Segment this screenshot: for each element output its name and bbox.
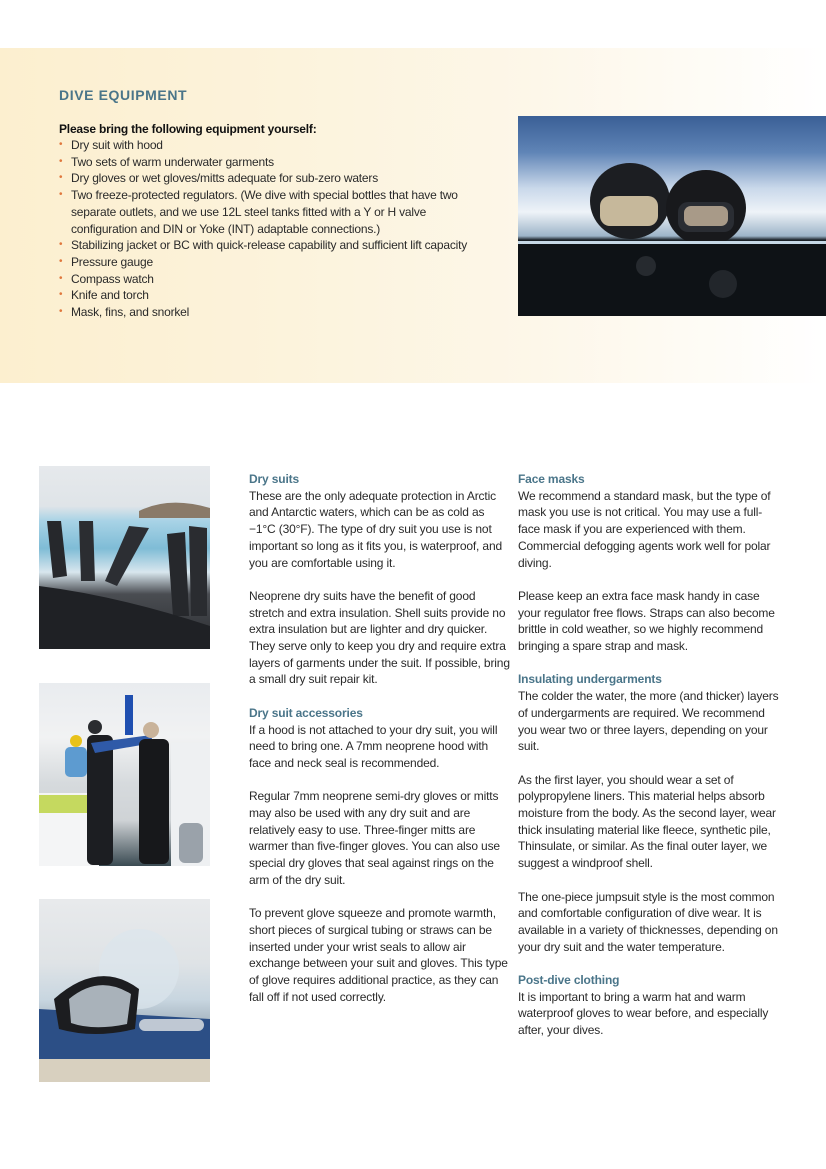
list-item: • Dry suit with hood: [59, 138, 163, 152]
heading-post-dive-clothing: Post-dive clothing: [518, 973, 620, 988]
equipment-list: [59, 137, 509, 321]
paragraph: It is important to bring a warm hat and warm waterproof gloves to wear before, and especially after, your dives.: [518, 989, 769, 1038]
list-item: • Two sets of warm underwater garments: [59, 154, 274, 169]
hero-photo-divers: [518, 116, 826, 316]
list-item: • Knife and torch: [59, 288, 149, 303]
bullet-icon: •: [59, 189, 63, 201]
equipment-intro: Please bring the following equipment yourself:: [59, 122, 317, 136]
heading-dry-suits: Dry suits: [249, 472, 300, 486]
mask-illustration-icon: [39, 899, 210, 1082]
photo-fins-boat: [39, 466, 210, 649]
paragraph: If a hood is not attached to your dry suit, you will need to bring one. A 7mm neoprene hood with face and neck seal is recommended.: [249, 722, 498, 770]
section-title: DIVE EQUIPMENT: [59, 87, 188, 103]
bullet-icon: •: [59, 172, 63, 184]
column-dry-suits: [249, 471, 511, 1022]
paragraph: These are the only adequate protection in Arctic and Antarctic waters, which can be as cold as −1°C (30°F). The type of dry suit you use is not important so long as it fits you, is waterproof, and you are comfortable using it.: [249, 488, 502, 570]
paragraph: The one-piece jumpsuit style is the most common and comfortable configuration of dive wear. It is available in a variety of thicknesses, depending on your dry suit and the water temperature.: [518, 889, 778, 954]
bullet-icon: •: [59, 155, 63, 167]
photo-divers-suiting-up: [39, 683, 210, 866]
paragraph: Neoprene dry suits have the benefit of good stretch and extra insulation. Shell suits provide no extra insulation but are lighter and dry quicker. They serve only to keep you dry and require extra layers of garments under the suit. If possible, bring a small dry suit repair kit.: [249, 588, 510, 687]
heading-insulating-undergarments: Insulating undergarments: [518, 672, 662, 687]
paragraph: To prevent glove squeeze and promote warmth, short pieces of surgical tubing or straws can be inserted under your wrist seals to allow air exchange between your suit and gloves. This type of glove requires additional practice, as they can fall off if not used correctly.: [249, 906, 508, 1004]
bullet-icon: •: [59, 289, 63, 301]
divers-illustration-icon: [518, 116, 826, 316]
bullet-icon: •: [59, 306, 63, 318]
column-face-masks: [518, 471, 780, 1056]
paragraph: As the first layer, you should wear a set of polypropylene liners. This material helps absorb moisture from the body. As the second layer, wear thick insulating material like fleece, synthetic pile, Thinsulate, or similar. As the final outer layer, we suggest a windproof shell.: [518, 772, 776, 871]
list-item: • Compass watch: [59, 271, 154, 286]
list-item: • Stabilizing jacket or BC with quick-release capability and sufficient lift capacity: [59, 238, 468, 253]
bullet-icon: •: [59, 272, 63, 284]
list-item: • Two freeze-protected regulators. (We dive with special bottles that have two separate outlets, and we use 12L steel tanks fitted with a Y or H valve configuration and DIN or Yoke (INT) adaptable connections.): [59, 188, 458, 236]
heading-dry-suit-accessories: Dry suit accessories: [249, 705, 363, 720]
list-item: • Pressure gauge: [59, 254, 153, 269]
paragraph: We recommend a standard mask, but the type of mask you use is not critical. You may use a full-face mask if you are experienced with them. Commercial defogging agents work well for polar diving.: [518, 488, 771, 570]
paragraph: The colder the water, the more (and thicker) layers of undergarments are required. We recommend you wear two or three layers, depending on your suit.: [518, 689, 779, 754]
divers-deck-illustration-icon: [39, 683, 210, 866]
bullet-icon: •: [59, 255, 63, 267]
heading-face-masks: Face masks: [518, 472, 585, 486]
fins-illustration-icon: [39, 466, 210, 649]
bullet-icon: •: [59, 139, 63, 150]
list-item: • Mask, fins, and snorkel: [59, 305, 190, 320]
list-item: • Dry gloves or wet gloves/mitts adequate for sub-zero waters: [59, 171, 379, 186]
photo-mask-snorkel: [39, 899, 210, 1082]
bullet-icon: •: [59, 239, 63, 251]
paragraph: Regular 7mm neoprene semi-dry gloves or mitts may also be used with any dry suit and are relatively easy to use. Three-finger mitts are warmer than five-finger gloves. You can also use special dry gloves that seal against rings on the arm of the dry suit.: [249, 789, 500, 887]
paragraph: Please keep an extra face mask handy in case your regulator free flows. Straps can also become brittle in cold weather, so we highly recommend bringing a spare strap and mask.: [518, 588, 775, 654]
